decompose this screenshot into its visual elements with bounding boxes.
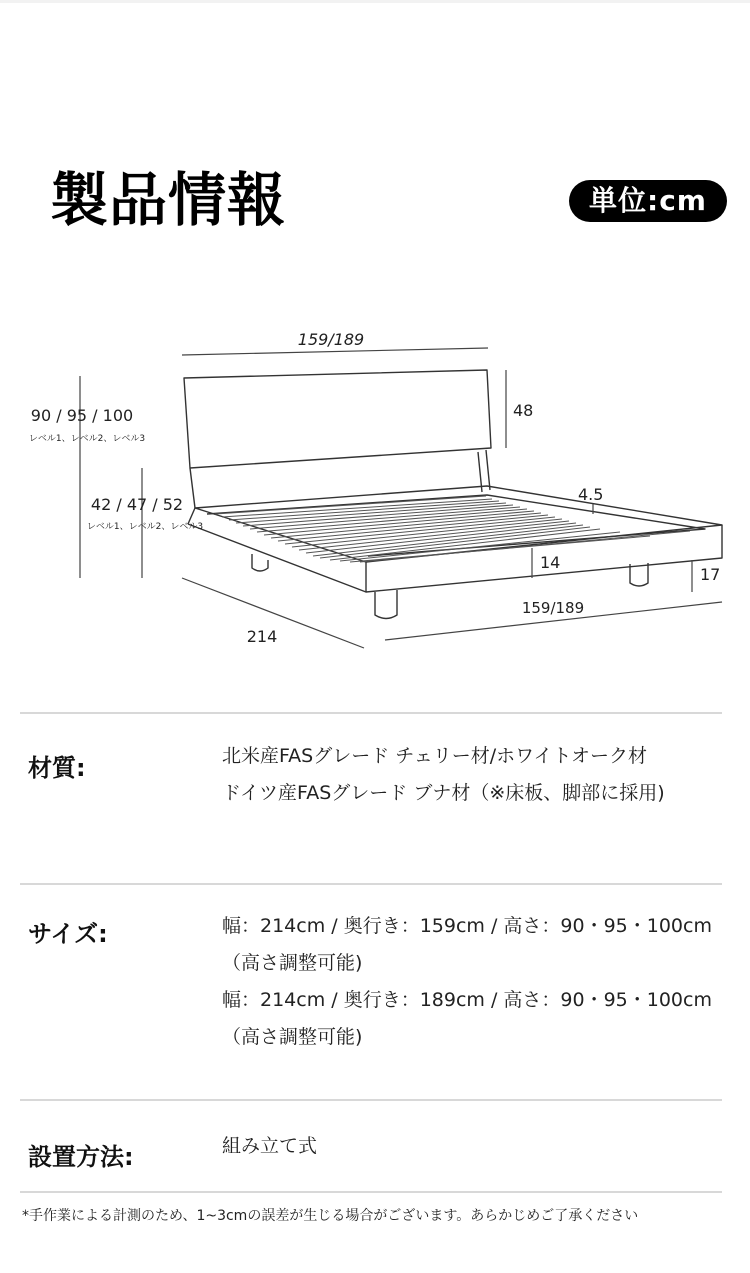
assembly-label: 設置方法: xyxy=(28,1143,134,1171)
assembly-value: 組み立て式 xyxy=(222,1135,318,1157)
divider-1 xyxy=(20,712,722,714)
length-label: 214 xyxy=(246,627,278,646)
side-thickness-label: 4.5 xyxy=(578,485,604,504)
material-line-1: 北米産FASグレード チェリー材/ホワイトオーク材 xyxy=(222,745,647,767)
frame-left-side xyxy=(188,508,366,592)
headboard xyxy=(184,370,491,468)
frame-height-label: 42 / 47 / 52 xyxy=(90,495,184,514)
material-label: 材質: xyxy=(28,754,86,782)
slats xyxy=(215,496,690,562)
size-line-3: 幅：214cm / 奥行き：189cm / 高さ：90・95・100cm xyxy=(222,989,712,1011)
headboard-height-label: 48 xyxy=(513,401,534,420)
bottom-width-label: 159/189 xyxy=(521,599,585,617)
divider-4 xyxy=(20,1191,722,1193)
total-height-label: 90 / 95 / 100 xyxy=(30,406,134,425)
leg-back-left xyxy=(252,554,268,571)
bed-dimension-diagram xyxy=(0,310,750,670)
measurement-footnote: *手作業による計測のため、1~3cmの誤差が生じる場合がございます。あらかじめご了承ください xyxy=(22,1208,639,1224)
unit-badge: 単位:cm xyxy=(569,180,727,222)
frame-height-levels: レベル1、レベル2、レベル3 xyxy=(86,522,204,532)
headboard-support-left xyxy=(190,468,195,508)
dim-line-top-width xyxy=(182,348,488,355)
material-line-2: ドイツ産FASグレード ブナ材（※床板、脚部に採用) xyxy=(222,782,665,804)
leg-front-left xyxy=(375,590,397,619)
page-title: 製品情報 xyxy=(50,166,287,234)
divider-2 xyxy=(20,883,722,885)
top-edge-rule xyxy=(0,0,750,3)
frame-depth-label: 14 xyxy=(540,553,561,572)
size-line-4: （高さ調整可能) xyxy=(222,1026,363,1048)
top-width-label: 159/189 xyxy=(297,330,365,349)
leg-height-label: 17 xyxy=(700,565,721,584)
total-height-levels: レベル1、レベル2、レベル3 xyxy=(28,434,146,444)
divider-3 xyxy=(20,1099,722,1101)
size-label: サイズ: xyxy=(28,920,108,948)
size-line-1: 幅：214cm / 奥行き：159cm / 高さ：90・95・100cm xyxy=(222,915,712,937)
size-line-2: （高さ調整可能) xyxy=(222,952,363,974)
